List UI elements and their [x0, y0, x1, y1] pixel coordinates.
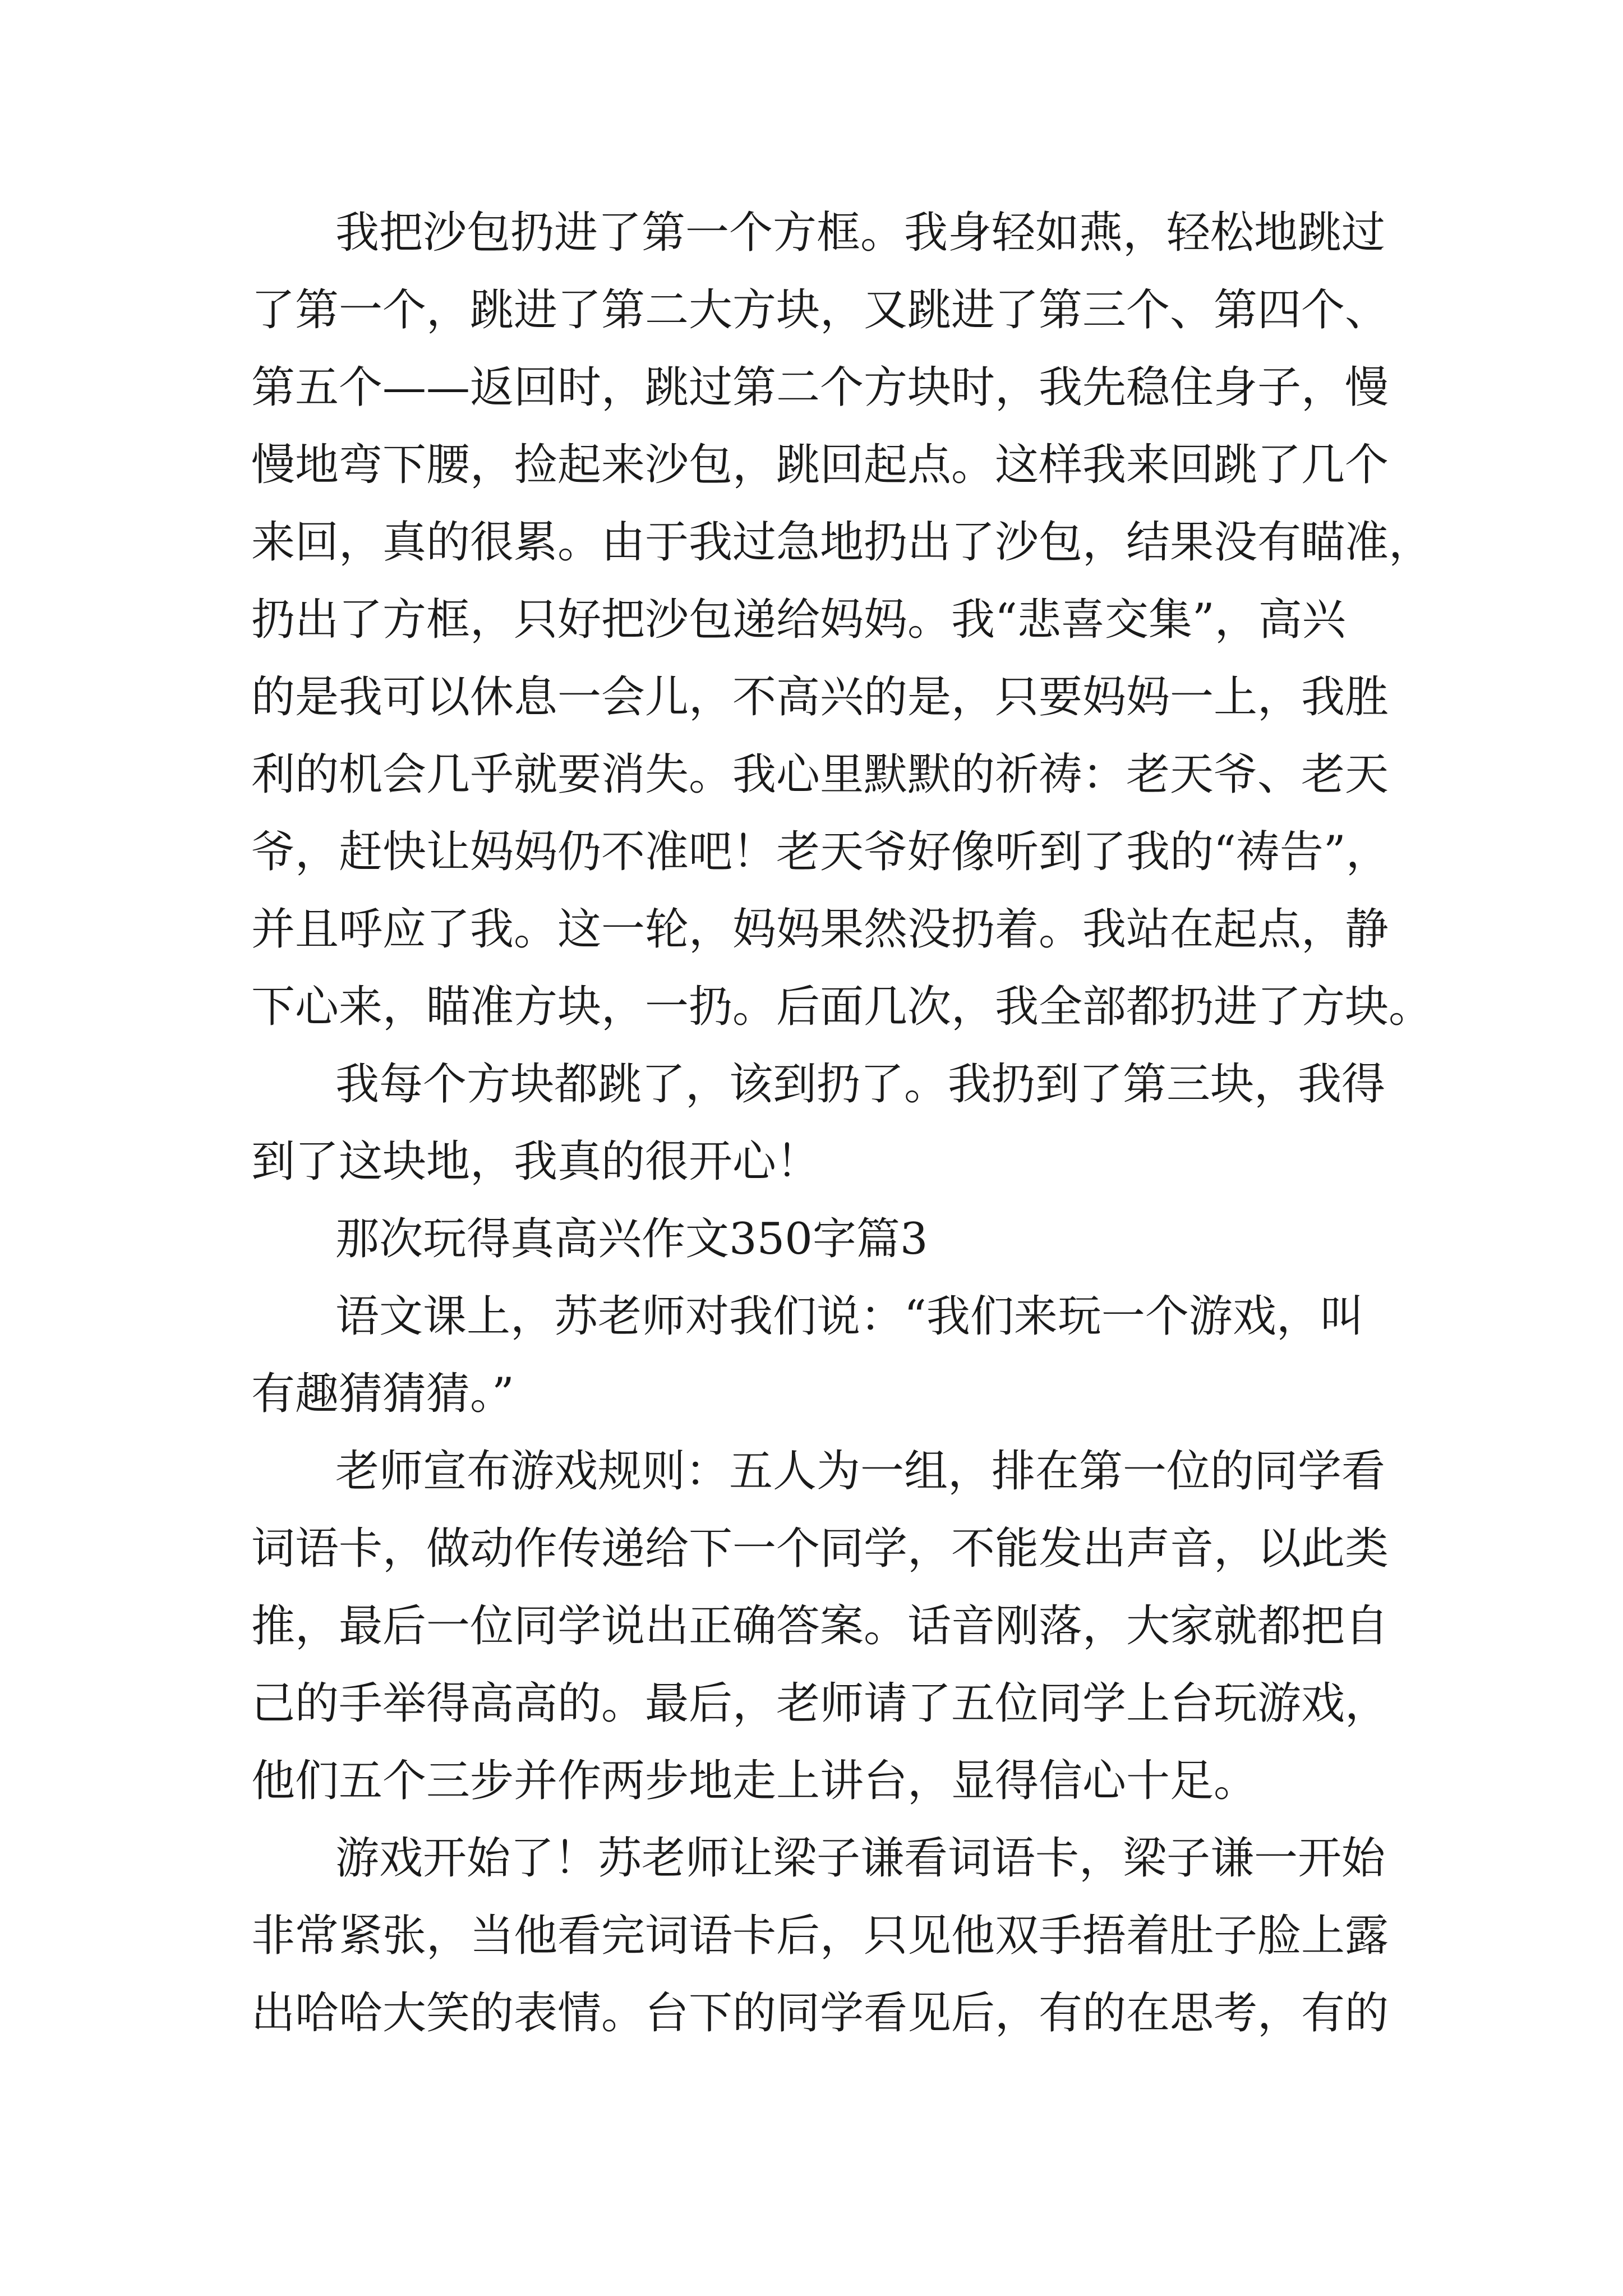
text-line: 出哈哈大笑的表情。台下的同学看见后，有的在思考，有的	[251, 1988, 1389, 2039]
text-line: 非常紧张，当他看完词语卡后，只见他双手捂着肚子脸上露	[251, 1911, 1389, 1961]
text-line: 语文课上，苏老师对我们说：“我们来玩一个游戏，叫	[335, 1291, 1364, 1342]
text-line: 第五个——返回时，跳过第二个方块时，我先稳住身子，慢	[251, 362, 1389, 413]
text-line: 游戏开始了！苏老师让梁子谦看词语卡，梁子谦一开始	[335, 1833, 1386, 1884]
text-line: 他们五个三步并作两步地走上讲台，显得信心十足。	[251, 1756, 1258, 1806]
text-line: 到了这块地，我真的很开心！	[251, 1137, 820, 1187]
text-line: 爷，赶快让妈妈仍不准吧！老天爷好像听到了我的“祷告”，	[251, 827, 1390, 877]
text-line: 推，最后一位同学说出正确答案。话音刚落，大家就都把自	[251, 1601, 1389, 1651]
text-line: 的是我可以休息一会儿，不高兴的是，只要妈妈一上，我胜	[251, 672, 1389, 723]
text-line: 词语卡，做动作传递给下一个同学，不能发出声音，以此类	[251, 1524, 1389, 1574]
text-line: 利的机会几乎就要消失。我心里默默的祈祷：老天爷、老天	[251, 749, 1389, 800]
text-line: 并且呼应了我。这一轮，妈妈果然没扔着。我站在起点，静	[251, 904, 1389, 955]
text-line: 老师宣布游戏规则：五人为一组，排在第一位的同学看	[335, 1446, 1386, 1497]
text-line: 我把沙包扔进了第一个方框。我身轻如燕，轻松地跳过	[335, 208, 1386, 258]
text-line: 有趣猜猜猜。”	[251, 1369, 514, 1419]
text-line: 慢地弯下腰，捡起来沙包，跳回起点。这样我来回跳了几个	[251, 440, 1389, 490]
text-line: 下心来，瞄准方块，一扔。后面几次，我全部都扔进了方块。	[251, 982, 1433, 1032]
text-line: 己的手举得高高的。最后，老师请了五位同学上台玩游戏，	[251, 1678, 1389, 1729]
section-heading: 那次玩得真高兴作文350字篇3	[335, 1214, 928, 1264]
text-line: 我每个方块都跳了，该到扔了。我扔到了第三块，我得	[335, 1059, 1386, 1110]
text-line: 扔出了方框，只好把沙包递给妈妈。我“悲喜交集”，高兴	[251, 595, 1346, 645]
text-line: 来回，真的很累。由于我过急地扔出了沙包，结果没有瞄准，	[251, 517, 1433, 568]
text-line: 了第一个，跳进了第二大方块，又跳进了第三个、第四个、	[251, 285, 1389, 335]
